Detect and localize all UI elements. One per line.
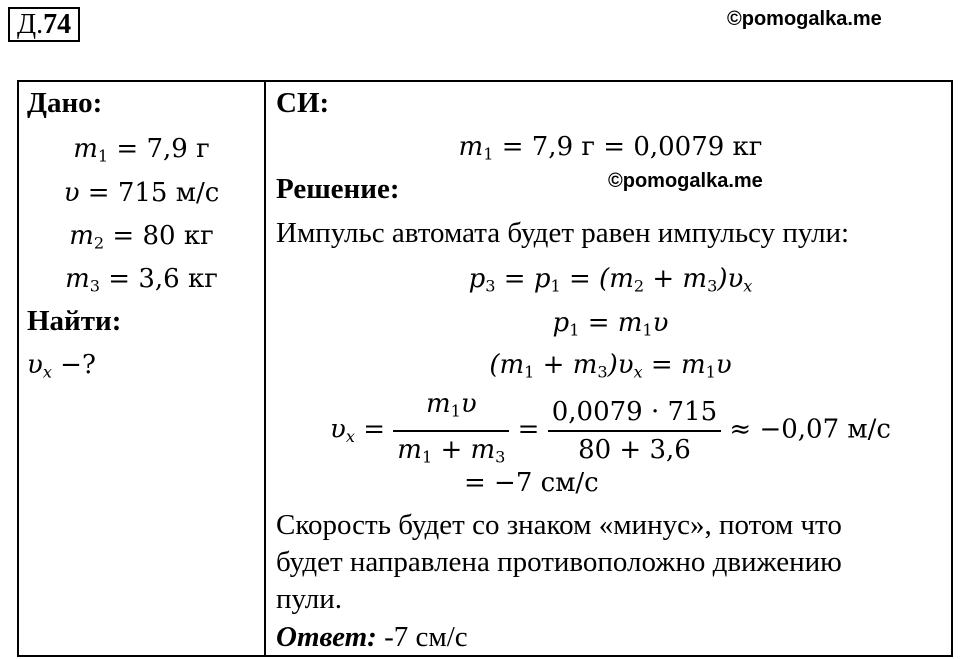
conclusion-line: Скорость будет со знаком «минус», потом что: [276, 509, 842, 541]
conclusion-line: пули.: [276, 583, 342, 615]
answer-value: -7 см/с: [376, 621, 468, 653]
fraction-numeric: $\frac{0,0079 \cdot 715}{80 + 3,6}$: [548, 394, 721, 468]
given-title: Дано:: [27, 87, 103, 119]
solution-intro: Импульс автомата будет равен импульсу пули:: [276, 217, 850, 249]
find-item: $\upsilon_x$ −?: [27, 350, 96, 382]
find-title: Найти:: [27, 305, 122, 337]
solution-title: Решение:: [276, 173, 400, 205]
conclusion-line: будет направлена противоположно движению: [276, 546, 842, 578]
equation-bullet-momentum: $p_1 = m_1\upsilon$: [552, 308, 669, 340]
problem-number-box: [8, 7, 80, 42]
equation-balance: $(m_1 + m_3)\upsilon_x = m_1\upsilon$: [489, 350, 732, 382]
answer-label: Ответ:: [276, 621, 377, 653]
si-title: СИ:: [276, 87, 330, 119]
given-item: $m_1 = 7,9$ г: [73, 134, 210, 166]
watermark-top: ©pomogalka.me: [727, 8, 882, 30]
given-item: $m_3 = 3,6$ кг: [65, 264, 218, 296]
problem-number: 74: [43, 9, 72, 40]
problem-prefix: Д.: [17, 9, 44, 40]
given-item: $m_2 = 80$ кг: [69, 221, 214, 253]
solution-table: [17, 80, 953, 657]
fraction-symbolic: $\frac{m_1\upsilon}{m_1 + m_3}$: [393, 386, 509, 475]
watermark-middle: ©pomogalka.me: [608, 170, 763, 192]
answer: [276, 620, 468, 654]
given-item: υ = 715 м/с: [63, 178, 220, 208]
equation-result: = −7 см/с: [464, 468, 599, 498]
si-conversion: $m_1 = 7,9$ г = 0,0079 кг: [458, 132, 763, 164]
equation-velocity: $\upsilon_x$ = $\frac{m_1\upsilon}{m_1 + m_3}$ = $\frac{0,0079 \cdot 715}{80 + 3,6}$ ≈ −0,07 м/с: [266, 386, 955, 476]
equation-momentum: $p_3 = p_1 = (m_2 + m_3)\upsilon_x$: [468, 264, 753, 296]
